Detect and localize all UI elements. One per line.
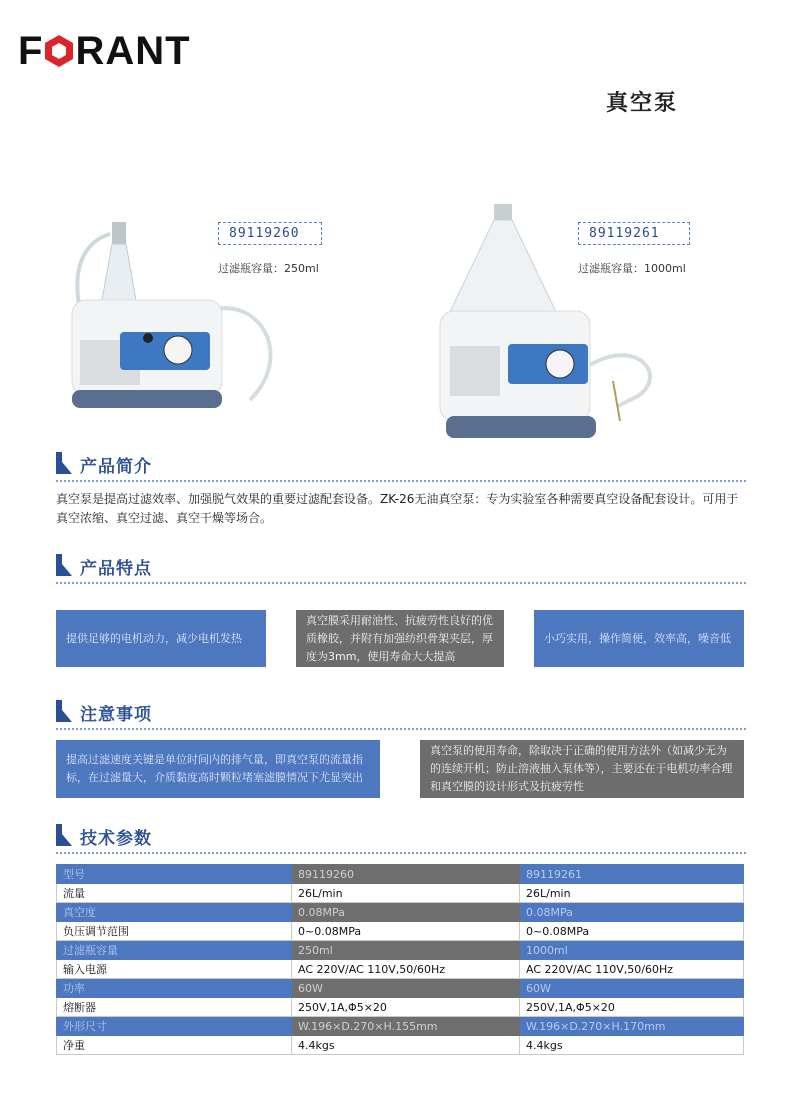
table-row [57,884,744,903]
spec-value: 0.08MPa [292,903,520,922]
spec-label: 过滤瓶容量 [57,941,292,960]
dotted-divider [56,852,746,854]
capacity-label: 过滤瓶容量：1000ml [578,262,686,275]
spec-label: 负压调节范围 [57,922,292,941]
dotted-divider [56,480,746,482]
spec-value: 60W [292,979,520,998]
sku-text: 89119261 [589,226,660,241]
sku-box-89119261 [578,222,690,245]
spec-label: 净重 [57,1036,292,1055]
table-row [57,922,744,941]
spec-value: 4.4kgs [520,1036,744,1055]
section-flag-icon [56,554,72,576]
sku-box-89119260 [218,222,322,245]
sku-text: 89119260 [229,226,300,241]
spec-label: 型号 [57,865,292,884]
note-text: 提高过滤速度关键是单位时间内的排气量，即真空泵的流量指标，在过滤量大，介质黏度高时颗粒堵塞滤膜情况下尤显突出 [66,753,363,784]
spec-value: 0~0.08MPa [292,922,520,941]
section-features-header [56,550,746,586]
spec-value: 0.08MPa [520,903,744,922]
spec-label: 外形尺寸 [57,1017,292,1036]
spec-label: 输入电源 [57,960,292,979]
logo-hexagon-icon [44,34,74,68]
spec-value: 0~0.08MPa [520,922,744,941]
spec-value: W.196×D.270×H.170mm [520,1017,744,1036]
brand-name-right: RANT [75,29,191,73]
page-title: 真空泵 [606,91,679,116]
section-specs-header [56,820,746,856]
spec-value: 250V,1A,Φ5×20 [292,998,520,1017]
spec-label: 熔断器 [57,998,292,1017]
table-row [57,865,744,884]
intro-paragraph: 真空泵是提高过滤效率、加强脱气效果的重要过滤配套设备。ZK-26无油真空泵：专为实验室各种需要真空设备配套设计。可用于真空浓缩、真空过滤、真空干燥等场合。 [56,492,739,525]
spec-value: AC 220V/AC 110V,50/60Hz [520,960,744,979]
spec-value: 250V,1A,Φ5×20 [520,998,744,1017]
spec-label: 功率 [57,979,292,998]
spec-value: 26L/min [520,884,744,903]
feature-text: 真空膜采用耐油性、抗疲劳性良好的优质橡胶，并附有加强纺织骨架夹层，厚度为3mm，使用寿命大大提高 [306,613,493,663]
spec-label: 流量 [57,884,292,903]
section-flag-icon [56,824,72,846]
section-title: 注意事项 [80,705,152,725]
spec-value: AC 220V/AC 110V,50/60Hz [292,960,520,979]
note-text: 真空泵的使用寿命，除取决于正确的使用方法外（如减少无为的连续开机；防止溶液抽入泵体等），主要还在于电机功率合理和真空膜的设计形式及抗疲劳性 [430,744,733,793]
feature-text: 小巧实用，操作简便，效率高，噪音低 [544,631,731,645]
spec-table [56,864,744,1055]
dotted-divider [56,582,746,584]
section-notes-header [56,696,746,732]
spec-value: 4.4kgs [292,1036,520,1055]
feature-card-2 [296,610,504,667]
dotted-divider [56,728,746,730]
feature-card-1 [56,610,266,667]
section-flag-icon [56,452,72,474]
note-card-2 [420,740,744,798]
section-title: 技术参数 [80,829,152,849]
spec-value: W.196×D.270×H.155mm [292,1017,520,1036]
table-row [57,1017,744,1036]
spec-value: 89119260 [292,865,520,884]
spec-value: 60W [520,979,744,998]
table-row [57,960,744,979]
table-row [57,1036,744,1055]
note-card-1 [56,740,380,798]
section-title: 产品简介 [80,457,152,477]
spec-label: 真空度 [57,903,292,922]
section-flag-icon [56,700,72,722]
spec-value: 1000ml [520,941,744,960]
spec-value: 250ml [292,941,520,960]
spec-value: 89119261 [520,865,744,884]
feature-text: 提供足够的电机动力，减少电机发热 [66,631,242,645]
brand-name-left: F [18,29,44,73]
feature-card-3 [534,610,744,667]
capacity-label: 过滤瓶容量：250ml [218,262,319,275]
section-title: 产品特点 [80,559,152,579]
brand-logo [18,29,191,73]
table-row [57,998,744,1017]
table-row [57,903,744,922]
section-intro-header [56,448,746,484]
spec-value: 26L/min [292,884,520,903]
table-row [57,979,744,998]
table-row [57,941,744,960]
